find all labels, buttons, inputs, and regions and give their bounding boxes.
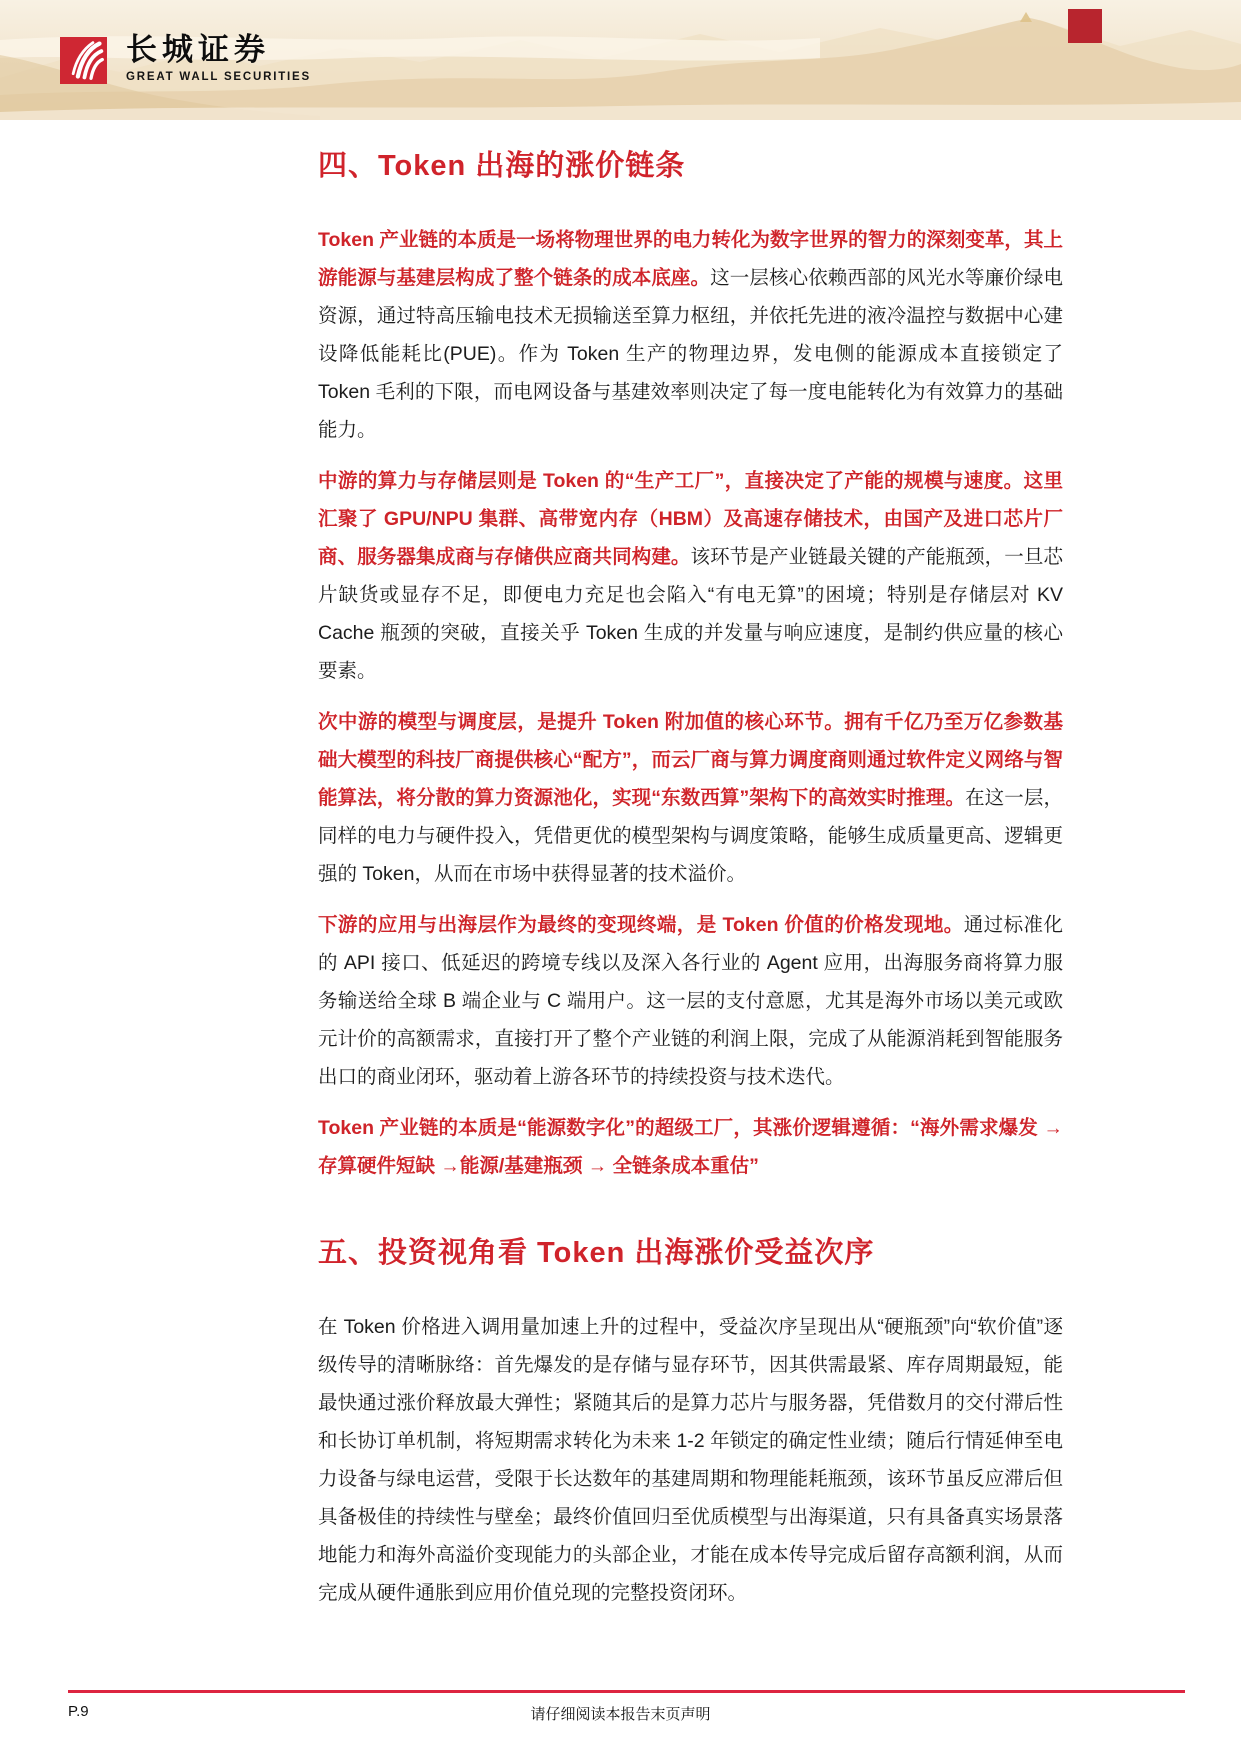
greatwall-shell-icon bbox=[60, 37, 107, 84]
footer-divider bbox=[68, 1690, 1185, 1693]
page-number: P.9 bbox=[68, 1703, 89, 1720]
footer-disclaimer: 请仔细阅读本报告末页声明 bbox=[530, 1706, 711, 1723]
section-5-heading: 五、投资视角看 Token 出海涨价受益次序 bbox=[318, 1237, 875, 1269]
section-4-heading: 四、Token 出海的涨价链条 bbox=[318, 150, 686, 182]
paragraph-lead: Token 产业链的本质是一场将物理世界的电力转化为数字世界的智力的深刻变革，其上游能源与基建层构成了整个链条的成本底座。 bbox=[318, 229, 1063, 289]
paragraph-rest: 在这一层，同样的电力与硬件投入，凭借更优的模型架构与调度策略，能够生成质量更高、逻辑更强的 Token，从而在市场中获得显著的技术溢价。 bbox=[318, 787, 1063, 885]
page-corner-marker bbox=[1068, 9, 1102, 43]
report-header-banner bbox=[0, 0, 1241, 120]
report-body bbox=[0, 148, 1241, 1612]
paragraph-rest: 通过标准化的 API 接口、低延迟的跨境专线以及深入各行业的 Agent 应用，出海服务商将算力服务输送给全球 B 端企业与 C 端用户。这一层的支付意愿，尤其是海外市场以美元或欧元计价的高额需求，直接打开了整个产业链的利润上限，完成了从能源消耗到智能服务出口的商业闭环，驱动着上游各环节的持续投资与技术迭代。 bbox=[318, 914, 1063, 1088]
brand-logo bbox=[60, 33, 311, 84]
paragraph-lead: 下游的应用与出海层作为最终的变现终端，是 Token 价值的价格发现地。 bbox=[318, 914, 964, 936]
paragraph-model-scheduling bbox=[318, 703, 1063, 893]
paragraph-rest: 该环节是产业链最关键的产能瓶颈，一旦芯片缺货或显存不足，即便电力充足也会陷入“有电无算”的困境；特别是存储层对 KV Cache 瓶颈的突破，直接关乎 Token 生成的并发量与响应速度，是制约供应量的核心要素。 bbox=[318, 546, 1063, 682]
paragraph-rest: 这一层核心依赖西部的风光水等廉价绿电资源，通过特高压输电技术无损输送至算力枢纽，并依托先进的液冷温控与数据中心建设降低能耗比(PUE)。作为 Token 生产的物理边界，发电侧的能源成本直接锁定了 Token 毛利的下限，而电网设备与基建效率则决定了每一度电能转化为有效算力的基础能力。 bbox=[318, 267, 1063, 441]
paragraph-conclusion bbox=[318, 1109, 1063, 1185]
paragraph-rest: 在 Token 价格进入调用量加速上升的过程中，受益次序呈现出从“硬瓶颈”向“软价值”逐级传导的清晰脉络：首先爆发的是存储与显存环节，因其供需最紧、库存周期最短，能最快通过涨价释放最大弹性；紧随其后的是算力芯片与服务器，凭借数月的交付滞后性和长协订单机制，将短期需求转化为未来 1-2 年锁定的确定性业绩；随后行情延伸至电力设备与绿电运营，受限于长达数年的基建周期和物理能耗瓶颈，该环节虽反应滞后但具备极佳的持续性与壁垒；最终价值回归至优质模型与出海渠道，只有具备真实场景落地能力和海外高溢价变现能力的头部企业，才能在成本传导完成后留存高额利润，从而完成从硬件通胀到应用价值兑现的完整投资闭环。 bbox=[318, 1316, 1063, 1604]
paragraph-investment-order bbox=[318, 1308, 1063, 1612]
report-footer bbox=[0, 1690, 1241, 1754]
paragraph-lead: 中游的算力与存储层则是 Token 的“生产工厂”，直接决定了产能的规模与速度。这里汇聚了 GPU/NPU 集群、高带宽内存（HBM）及高速存储技术，由国产及进口芯片厂商、服务器集成商与存储供应商共同构建。 bbox=[318, 470, 1063, 568]
paragraph-downstream bbox=[318, 906, 1063, 1096]
paragraph-midstream bbox=[318, 462, 1063, 690]
brand-name-en: GREAT WALL SECURITIES bbox=[126, 71, 311, 83]
paragraph-lead: 次中游的模型与调度层，是提升 Token 附加值的核心环节。拥有千亿乃至万亿参数基础大模型的科技厂商提供核心“配方”，而云厂商与算力调度商则通过软件定义网络与智能算法，将分散的算力资源池化，实现“东数西算”架构下的高效实时推理。 bbox=[318, 711, 1063, 809]
paragraph-lead: Token 产业链的本质是“能源数字化”的超级工厂，其涨价逻辑遵循：“海外需求爆发 → 存算硬件短缺 →能源/基建瓶颈 → 全链条成本重估” bbox=[318, 1117, 1063, 1177]
brand-name-cn: 长城证券 bbox=[126, 32, 270, 67]
brand-text bbox=[126, 33, 311, 83]
paragraph-upstream bbox=[318, 221, 1063, 449]
